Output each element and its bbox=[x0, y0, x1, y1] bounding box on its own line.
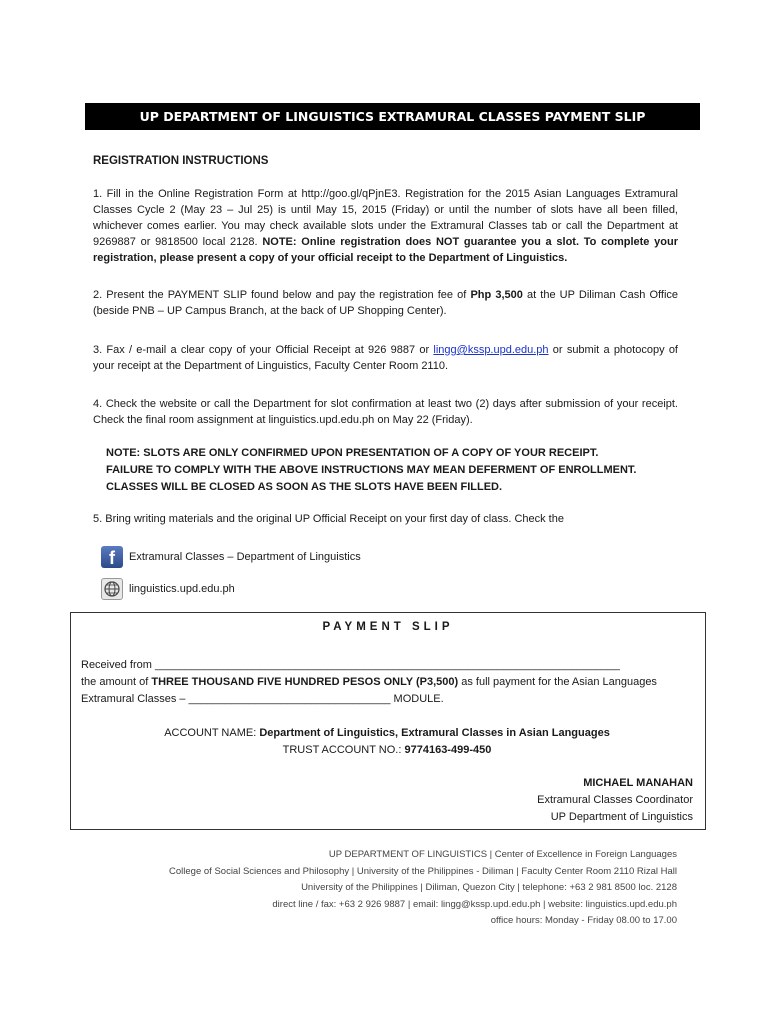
step-3-before: 3. Fax / e-mail a clear copy of your Official Receipt at 926 9887 or bbox=[93, 344, 430, 356]
payment-slip-title: PAYMENT SLIP bbox=[322, 621, 454, 633]
note-line: FAILURE TO COMPLY WITH THE ABOVE INSTRUCTIONS MAY MEAN DEFERMENT OF ENROLLMENT. bbox=[106, 464, 637, 476]
footer-line: University of the Philippines | Diliman, Quezon City | telephone: +63 2 981 8500 loc. 2128 bbox=[301, 882, 677, 893]
step-1 bbox=[93, 186, 678, 266]
facebook-icon: f bbox=[101, 546, 123, 568]
step-3-after: or submit a photocopy of your receipt at the Department of Linguistics, Faculty Center Room 2110. bbox=[93, 344, 678, 372]
step-3 bbox=[93, 342, 678, 374]
note-line: CLASSES WILL BE CLOSED AS SOON AS THE SLOTS HAVE BEEN FILLED. bbox=[106, 481, 503, 493]
footer-line: UP DEPARTMENT OF LINGUISTICS | Center of Excellence in Foreign Languages bbox=[328, 849, 677, 860]
step-1-note: NOTE: Online registration does NOT guarantee you a slot. To complete your registration, please present a copy of your official receipt to the Department of Linguistics. bbox=[93, 236, 678, 264]
step-2-after: at the UP Diliman Cash Office (beside PNB – UP Campus Branch, at the back of UP Shopping Center). bbox=[93, 289, 679, 317]
module-line: Extramural Classes – _________________________________ MODULE. bbox=[81, 693, 444, 705]
important-notes bbox=[106, 445, 636, 496]
email-link[interactable]: lingg@kssp.upd.edu.ph bbox=[433, 344, 549, 356]
footer-line: office hours: Monday - Friday 08.00 to 17.00 bbox=[490, 915, 677, 926]
amount-before: the amount of bbox=[81, 676, 149, 688]
trust-number: 9774163-499-450 bbox=[404, 744, 492, 756]
globe-icon bbox=[101, 578, 123, 600]
website-label: linguistics.upd.edu.ph bbox=[129, 583, 235, 595]
signatory-name: MICHAEL MANAHAN bbox=[583, 777, 693, 789]
step-5: 5. Bring writing materials and the original UP Official Receipt on your first day of class. Check the bbox=[93, 513, 564, 525]
step-2-before: 2. Present the PAYMENT SLIP found below and pay the registration fee of bbox=[93, 289, 467, 301]
account-name-line bbox=[81, 725, 693, 742]
amount-line bbox=[81, 674, 693, 691]
amount-words: THREE THOUSAND FIVE HUNDRED PESOS ONLY (P3,500) bbox=[151, 676, 459, 688]
payment-slip bbox=[70, 612, 706, 830]
step-1-text: 1. Fill in the Online Registration Form at http://goo.gl/qPjnE3. Registration for the 2015 Asian Languages Extramural Classes Cycle 2 (May 23 – Jul 25) is until May 15, 2015 (Friday) or until the number of slots have all been filled, whichever comes earlier. You may check available slots under the Extramural Classes tab or call the Department at 9269887 or 9818500 local 2128. bbox=[93, 188, 678, 248]
trust-account-line bbox=[81, 742, 693, 759]
step-4: 4. Check the website or call the Department for slot confirmation at least two (2) days after submission of your receipt. Check the final room assignment at linguistics.upd.edu.ph on May 22 (Friday). bbox=[93, 398, 678, 426]
signatory-dept: UP Department of Linguistics bbox=[550, 811, 693, 823]
note-line: NOTE: SLOTS ARE ONLY CONFIRMED UPON PRESENTATION OF A COPY OF YOUR RECEIPT. bbox=[106, 447, 599, 459]
footer-line: College of Social Sciences and Philosophy | University of the Philippines - Diliman | Faculty Center Room 2110 Rizal Hall bbox=[169, 866, 677, 877]
registration-fee: Php 3,500 bbox=[470, 289, 523, 301]
signatory-title: Extramural Classes Coordinator bbox=[537, 794, 693, 806]
step-2 bbox=[93, 287, 678, 319]
document-title: UP DEPARTMENT OF LINGUISTICS EXTRAMURAL CLASSES PAYMENT SLIP bbox=[85, 103, 700, 130]
trust-label: TRUST ACCOUNT NO.: bbox=[282, 744, 402, 756]
received-from-line: Received from ____________________________________________________________________________ bbox=[81, 659, 620, 671]
amount-after: as full payment for the Asian Languages bbox=[461, 676, 657, 688]
account-label: ACCOUNT NAME: bbox=[164, 727, 257, 739]
facebook-label: Extramural Classes – Department of Linguistics bbox=[129, 551, 361, 563]
footer-line: direct line / fax: +63 2 926 9887 | email: lingg@kssp.upd.edu.ph | website: linguistics.upd.edu.ph bbox=[272, 899, 677, 910]
instructions-heading: REGISTRATION INSTRUCTIONS bbox=[93, 155, 269, 167]
account-name: Department of Linguistics, Extramural Classes in Asian Languages bbox=[259, 727, 610, 739]
